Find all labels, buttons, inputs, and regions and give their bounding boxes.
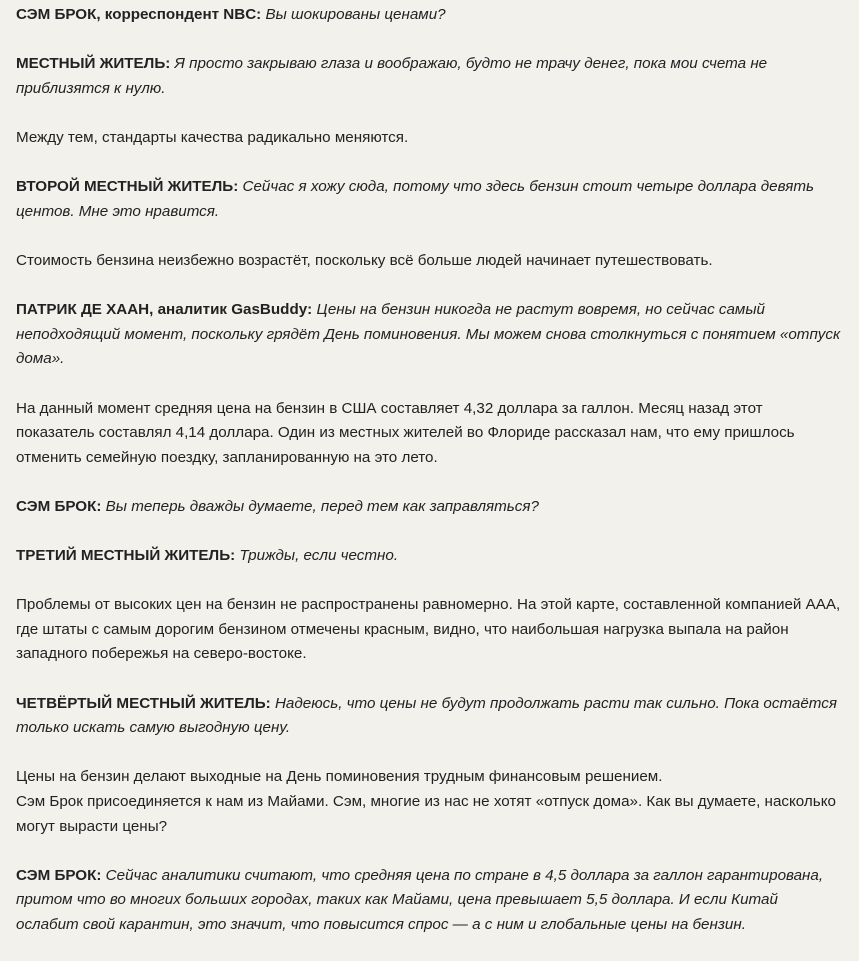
narration-paragraph [16,397,843,471]
dialogue-paragraph [16,175,843,224]
speaker-label: ЧЕТВЁРТЫЙ МЕСТНЫЙ ЖИТЕЛЬ: [16,694,271,712]
dialogue-paragraph [16,692,843,741]
quote-text: Трижды, если честно. [239,547,399,565]
speaker-label: ТРЕТИЙ МЕСТНЫЙ ЖИТЕЛЬ: [16,547,236,565]
narration-paragraph [16,126,843,151]
narration-line: Проблемы от высоких цен на бензин не распространены равномерно. На этой карте, составленной компанией AAA, где штаты с самым дорогим бензином отмечены красным, видно, что наибольшая нагрузка выпала на район западного побережья на северо-востоке. [16,596,841,663]
quote-text: Вы шокированы ценами? [265,6,446,23]
narration-line: Сэм Брок присоединяется к нам из Майами. Сэм, многие из нас не хотят «отпуск дома». Как вы думаете, насколько могут вырасти цены? [16,793,836,835]
narration-paragraph [16,765,843,839]
dialogue-paragraph [16,544,843,569]
dialogue-paragraph [16,52,843,101]
speaker-label: ВТОРОЙ МЕСТНЫЙ ЖИТЕЛЬ: [16,178,239,196]
speaker-label: СЭМ БРОК: [16,497,102,515]
narration-line: Между тем, стандарты качества радикально меняются. [16,128,409,146]
speaker-label: СЭМ БРОК: [16,866,102,884]
narration-line: На данный момент средняя цена на бензин в США составляет 4,32 доллара за галлон. Месяц назад этот показатель составлял 4,14 доллара. Один из местных жителей во Флориде рассказал нам, что ему пришлось отменить семейную поездку, запланированную на это лето. [16,399,795,466]
speaker-label: ПАТРИК ДЕ ХААН, аналитик GasBuddy: [16,301,313,319]
dialogue-paragraph [16,298,843,372]
dialogue-paragraph [16,3,843,28]
narration-line: Стоимость бензина неизбежно возрастёт, поскольку всё больше людей начинает путешествовать. [16,251,713,269]
speaker-label: МЕСТНЫЙ ЖИТЕЛЬ: [16,55,171,73]
quote-text: Сейчас аналитики считают, что средняя цена по стране в 4,5 доллара за галлон гарантирована, притом что во многих больших городах, таких как Майами, цена превышает 5,5 доллара. И если Китай ослабит свой карантин, это значит, что повысится спрос — а с ним и глобальные цены на бензин. [16,866,824,933]
quote-text: Цены на бензин никогда не растут вовремя, но сейчас самый неподходящий момент, поскольку грядёт День поминовения. Мы можем снова столкнуться с понятием «отпуск дома». [16,301,841,368]
quote-text: Я просто закрываю глаза и воображаю, будто не трачу денег, пока мои счета не приблизятся к нулю. [16,55,768,97]
quote-text: Надеюсь, что цены не будут продолжать расти так сильно. Пока остаётся только искать самую выгодную цену. [16,694,837,737]
narration-paragraph [16,593,843,667]
quote-text: Вы теперь дважды думаете, перед тем как заправляться? [105,497,539,515]
dialogue-paragraph [16,864,843,938]
dialogue-paragraph [16,495,843,520]
quote-text: Сейчас я хожу сюда, потому что здесь бензин стоит четыре доллара девять центов. Мне это нравится. [16,178,814,220]
narration-paragraph [16,249,843,274]
speaker-label: СЭМ БРОК, корреспондент NBC: [16,6,262,23]
narration-line: Цены на бензин делают выходные на День поминовения трудным финансовым решением. [16,768,663,786]
